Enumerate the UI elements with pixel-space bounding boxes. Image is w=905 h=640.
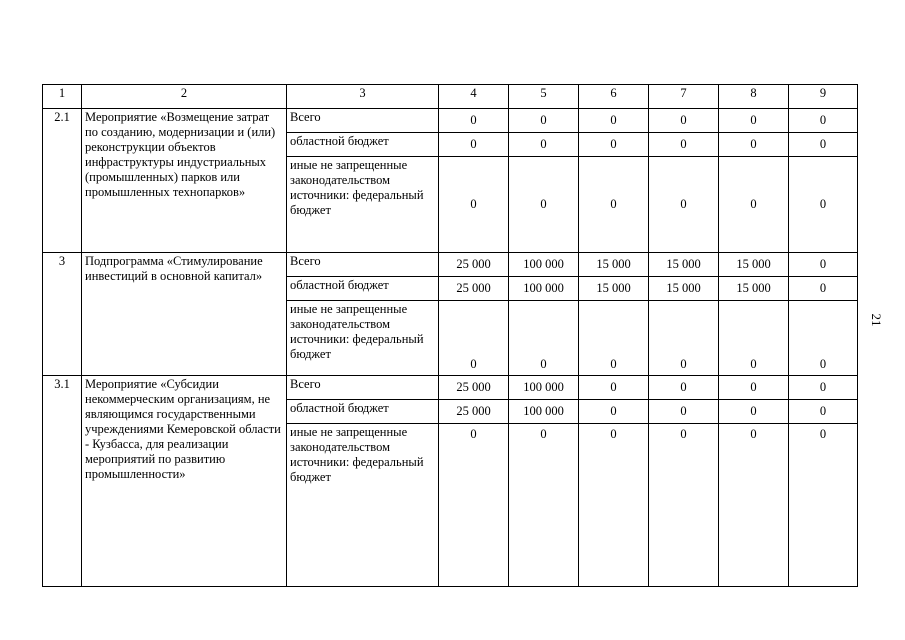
budget-table [42,84,858,587]
amount-cell: 100 000 [509,253,579,277]
amount-cell: 0 [439,133,509,157]
amount-cell: 25 000 [439,376,509,400]
amount-cell: 0 [789,253,858,277]
table-row [43,376,858,400]
amount-cell: 0 [789,424,858,587]
amount-cell: 15 000 [579,253,649,277]
amount-cell: 0 [649,133,719,157]
amount-cell: 0 [439,157,509,253]
column-number: 2 [82,85,287,109]
amount-cell: 25 000 [439,400,509,424]
column-number: 1 [43,85,82,109]
amount-cell: 0 [719,400,789,424]
amount-cell: 0 [789,376,858,400]
row-number: 2.1 [43,109,82,253]
column-number: 3 [287,85,439,109]
amount-cell: 0 [719,424,789,587]
amount-cell: 0 [579,424,649,587]
program-name: Мероприятие «Субсидии некоммерческим организациям, не являющимся государственными учреждениями Кемеровской области - Кузбасса, для реализации мероприятий по развитию промышленности» [82,376,287,587]
amount-cell: 0 [579,133,649,157]
table-header-row [43,85,858,109]
amount-cell: 0 [789,400,858,424]
amount-cell: 0 [649,301,719,376]
amount-cell: 15 000 [649,253,719,277]
amount-cell: 100 000 [509,376,579,400]
amount-cell: 100 000 [509,277,579,301]
amount-cell: 0 [649,109,719,133]
amount-cell: 0 [789,157,858,253]
table-row [43,253,858,277]
amount-cell: 0 [649,424,719,587]
amount-cell: 25 000 [439,277,509,301]
column-number: 9 [789,85,858,109]
amount-cell: 0 [509,157,579,253]
amount-cell: 0 [649,400,719,424]
amount-cell: 0 [439,424,509,587]
funding-source-label: иные не запрещенные законодательством источники: федеральный бюджет [287,424,439,587]
funding-source-label: Всего [287,376,439,400]
funding-source-label: Всего [287,109,439,133]
amount-cell: 0 [509,133,579,157]
funding-source-label: областной бюджет [287,133,439,157]
page-number: 21 [869,313,884,327]
funding-source-label: Всего [287,253,439,277]
program-name: Мероприятие «Возмещение затрат по созданию, модернизации и (или) реконструкции объектов инфраструктуры индустриальных (промышленных) парков или промышленных технопарков» [82,109,287,253]
table-row [43,109,858,133]
amount-cell: 0 [719,376,789,400]
amount-cell: 15 000 [649,277,719,301]
amount-cell: 0 [579,301,649,376]
amount-cell: 0 [789,109,858,133]
amount-cell: 0 [439,109,509,133]
row-number: 3 [43,253,82,376]
amount-cell: 15 000 [579,277,649,301]
amount-cell: 0 [789,301,858,376]
amount-cell: 0 [509,109,579,133]
amount-cell: 0 [579,109,649,133]
amount-cell: 0 [719,301,789,376]
column-number: 8 [719,85,789,109]
column-number: 4 [439,85,509,109]
amount-cell: 15 000 [719,253,789,277]
row-number: 3.1 [43,376,82,587]
amount-cell: 0 [789,277,858,301]
amount-cell: 100 000 [509,400,579,424]
amount-cell: 0 [649,157,719,253]
amount-cell: 0 [649,376,719,400]
amount-cell: 15 000 [719,277,789,301]
amount-cell: 0 [719,109,789,133]
amount-cell: 0 [509,301,579,376]
amount-cell: 0 [579,157,649,253]
column-number: 7 [649,85,719,109]
column-number: 6 [579,85,649,109]
funding-source-label: иные не запрещенные законодательством источники: федеральный бюджет [287,157,439,253]
amount-cell: 0 [789,133,858,157]
amount-cell: 0 [579,400,649,424]
amount-cell: 0 [719,133,789,157]
funding-source-label: областной бюджет [287,400,439,424]
amount-cell: 0 [579,376,649,400]
funding-source-label: иные не запрещенные законодательством источники: федеральный бюджет [287,301,439,376]
program-name: Подпрограмма «Стимулирование инвестиций в основной капитал» [82,253,287,376]
amount-cell: 0 [439,301,509,376]
amount-cell: 0 [719,157,789,253]
funding-source-label: областной бюджет [287,277,439,301]
amount-cell: 0 [509,424,579,587]
column-number: 5 [509,85,579,109]
amount-cell: 25 000 [439,253,509,277]
